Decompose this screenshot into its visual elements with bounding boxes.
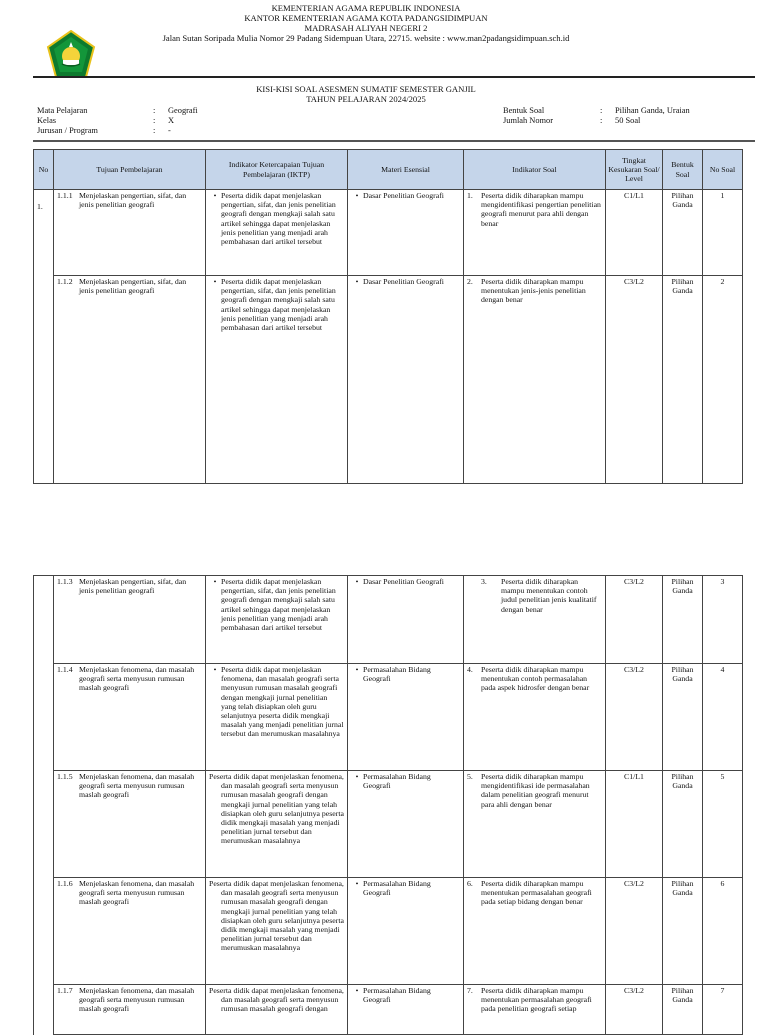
header-materi: Materi Esensial xyxy=(348,150,464,190)
indikator-number: 1. xyxy=(467,191,473,200)
table-row xyxy=(34,985,743,1035)
indikator-text: Peserta didik diharapkan mampu menentukan contoh judul penelitian jenis kualitatif dengan benar xyxy=(501,577,597,614)
title-line-1: KISI-KISI SOAL ASESMEN SUMATIF SEMESTER GANJIL xyxy=(256,84,476,94)
tp-number: 1.1.2 xyxy=(57,277,73,286)
nosoal-cell: 7 xyxy=(703,985,743,1035)
kisi-kisi-table-page-2 xyxy=(33,575,743,1035)
table-row xyxy=(34,190,743,276)
iktp-cell xyxy=(206,771,348,878)
indikator-text: Peserta didik diharapkan mampu mengidentifikasi ide permasalahan dalam penelitian geografi menurut para ahli dengan benar xyxy=(481,772,590,809)
indikator-text: Peserta didik diharapkan mampu menentukan permasalahan geografi pada setiap bidang dengan benar xyxy=(481,879,592,907)
level-cell: C3/L2 xyxy=(606,664,663,771)
tujuan-cell xyxy=(54,276,206,484)
kisi-kisi-table-page-1 xyxy=(33,149,743,484)
tp-number: 1.1.7 xyxy=(57,986,73,995)
indikator-text: Peserta didik diharapkan mampu mengidentifikasi pengertian penelitian geografi menurut para ahli dengan benar xyxy=(481,191,601,228)
meta-key: Jumlah Nomor xyxy=(503,116,554,125)
bullet: • xyxy=(355,277,359,286)
level-cell: C1/L1 xyxy=(606,771,663,878)
indikator-text: Peserta didik diharapkan mampu menentukan contoh permasalahan pada aspek hidrosfer dengan benar xyxy=(481,665,590,693)
iktp-text: Peserta didik dapat menjelaskan fenomena, dan masalah geografi serta menyusun rumusan masalah geografi dengan mengkaji jurnal penelitian yang telah disiapkan oleh guru selanjutnya peserta didik mengkaji masalah yang menjadi penelitian jurnal tersebut dan merumuskan masalahnya xyxy=(221,665,344,739)
materi-cell xyxy=(348,576,464,664)
meta-colon: : xyxy=(153,126,156,135)
table-row xyxy=(34,878,743,985)
letterhead-line: KANTOR KEMENTERIAN AGAMA KOTA PADANGSIDIMPUAN xyxy=(244,13,488,23)
indikator-number: 6. xyxy=(467,879,473,888)
letterhead-rule xyxy=(33,76,755,78)
header-tujuan: Tujuan Pembelajaran xyxy=(54,150,206,190)
header-iktp: Indikator Ketercapaian Tujuan Pembelajaran (IKTP) xyxy=(206,150,348,190)
tujuan-cell xyxy=(54,190,206,276)
bullet: • xyxy=(213,277,217,286)
tujuan-cell xyxy=(54,878,206,985)
bentuk-cell: Pilihan Ganda xyxy=(663,664,703,771)
section-no: 1. xyxy=(34,190,54,484)
materi-cell xyxy=(348,771,464,878)
bullet: • xyxy=(355,191,359,200)
iktp-cell xyxy=(206,276,348,484)
header-no: No xyxy=(34,150,54,190)
materi-cell xyxy=(348,985,464,1035)
bentuk-cell: Pilihan Ganda xyxy=(663,878,703,985)
meta-right xyxy=(503,106,690,126)
bullet: • xyxy=(355,577,359,586)
header-level: Tingkat Kesukaran Soal/ Level xyxy=(606,150,663,190)
tujuan-cell xyxy=(54,771,206,878)
level-cell: C1/L1 xyxy=(606,190,663,276)
bullet: • xyxy=(213,191,217,200)
tp-text: Menjelaskan fenomena, dan masalah geografi serta menyusun rumusan maslah geografi xyxy=(79,879,195,907)
indikator-number: 5. xyxy=(467,772,473,781)
level-cell: C3/L2 xyxy=(606,276,663,484)
bullet: • xyxy=(355,665,359,674)
materi-text: Dasar Penelitian Geografi xyxy=(363,577,444,586)
nosoal-cell: 1 xyxy=(703,190,743,276)
nosoal-cell: 4 xyxy=(703,664,743,771)
indikator-number: 4. xyxy=(467,665,473,674)
tp-number: 1.1.3 xyxy=(57,577,73,586)
indikator-cell xyxy=(464,276,606,484)
meta-colon: : xyxy=(153,116,156,125)
bentuk-cell: Pilihan Ganda xyxy=(663,576,703,664)
level-cell: C3/L2 xyxy=(606,576,663,664)
bullet: • xyxy=(213,665,217,674)
letterhead-text xyxy=(150,3,582,43)
table-header-row xyxy=(34,150,743,190)
meta-value: 50 Soal xyxy=(615,116,641,125)
meta-key: Kelas xyxy=(37,116,57,125)
meta-row xyxy=(37,116,198,126)
indikator-cell xyxy=(464,190,606,276)
materi-text: Permasalahan Bidang Geografi xyxy=(363,772,431,791)
meta-value: X xyxy=(168,116,175,125)
iktp-cell xyxy=(206,576,348,664)
indikator-cell xyxy=(464,771,606,878)
meta-value: - xyxy=(168,126,171,135)
iktp-text: Peserta didik dapat menjelaskan fenomena, dan masalah geografi serta menyusun rumusan masalah geografi dengan mengkaji jurnal penelitian yang telah disiapkan oleh guru selanjutnya peserta didik mengkaji masalah yang menjadi penelitian jurnal tersebut dan merumuskan masalahnya xyxy=(209,772,344,846)
letterhead-address: Jalan Sutan Soripada Mulia Nomor 29 Padang Sidempuan Utara, 22715. website : www.man2padangsidimpuan.sch.id xyxy=(162,33,570,43)
header-bentuk: Bentuk Soal xyxy=(663,150,703,190)
materi-cell xyxy=(348,878,464,985)
table-row xyxy=(34,771,743,878)
iktp-cell xyxy=(206,985,348,1035)
materi-text: Permasalahan Bidang Geografi xyxy=(363,986,431,1005)
meta-value: Geografi xyxy=(168,106,198,115)
iktp-text: Peserta didik dapat menjelaskan fenomena, dan masalah geografi serta menyusun rumusan masalah geografi dengan mengkaji jurnal penelitian yang telah disiapkan oleh guru selanjutnya peserta didik mengkaji masalah yang menjadi penelitian jurnal tersebut dan merumuskan masalahnya xyxy=(209,879,344,953)
nosoal-cell: 2 xyxy=(703,276,743,484)
tp-text: Menjelaskan fenomena, dan masalah geografi serta menyusun rumusan maslah geografi xyxy=(79,772,195,800)
nosoal-cell: 5 xyxy=(703,771,743,878)
tp-text: Menjelaskan fenomena, dan masalah geografi serta menyusun rumusan maslah geografi xyxy=(79,665,195,693)
meta-colon: : xyxy=(600,106,603,115)
iktp-text: Peserta didik dapat menjelaskan pengertian, sifat, dan jenis penelitian geografi dengan mengkaji salah satu artikel sehingga dapat menjelaskan jenis penelitian yang menjadi arah pembahasan dari artikel tersebut xyxy=(221,277,336,333)
materi-cell xyxy=(348,276,464,484)
materi-text: Dasar Penelitian Geografi xyxy=(363,191,444,200)
indikator-text: Peserta didik diharapkan mampu menentukan jenis-jenis penelitian dengan benar xyxy=(481,277,586,305)
meta-key: Jurusan / Program xyxy=(37,126,98,135)
bullet: • xyxy=(355,879,359,888)
table-row xyxy=(34,576,743,664)
bullet: • xyxy=(355,986,359,995)
indikator-number: 2. xyxy=(467,277,473,286)
tujuan-cell xyxy=(54,985,206,1035)
level-cell: C3/L2 xyxy=(606,878,663,985)
materi-cell xyxy=(348,190,464,276)
tp-number: 1.1.1 xyxy=(57,191,73,200)
tp-text: Menjelaskan fenomena, dan masalah geografi serta menyusun rumusan maslah geografi xyxy=(79,986,195,1014)
header-nosoal: No Soal xyxy=(703,150,743,190)
table-row xyxy=(34,276,743,484)
meta-colon: : xyxy=(153,106,156,115)
kemenag-logo-icon xyxy=(45,30,97,82)
meta-colon: : xyxy=(600,116,603,125)
bentuk-cell: Pilihan Ganda xyxy=(663,190,703,276)
indikator-cell xyxy=(464,664,606,771)
level-cell: C3/L2 xyxy=(606,985,663,1035)
letterhead-line: MADRASAH ALIYAH NEGERI 2 xyxy=(304,23,428,33)
bullet: • xyxy=(355,772,359,781)
tp-text: Menjelaskan pengertian, sifat, dan jenis penelitian geografi xyxy=(79,577,187,596)
indikator-cell xyxy=(464,985,606,1035)
meta-row xyxy=(37,106,198,116)
bentuk-cell: Pilihan Ganda xyxy=(663,985,703,1035)
meta-row xyxy=(503,106,690,116)
meta-rule xyxy=(33,140,755,142)
tujuan-cell xyxy=(54,576,206,664)
meta-key: Bentuk Soal xyxy=(503,106,545,115)
indikator-text: Peserta didik diharapkan mampu menentukan permasalahan geografi pada penelitian geografi setiap xyxy=(481,986,592,1014)
title-line-2: TAHUN PELAJARAN 2024/2025 xyxy=(306,94,426,104)
indikator-number: 7. xyxy=(467,986,473,995)
meta-row xyxy=(503,116,690,126)
tp-number: 1.1.5 xyxy=(57,772,73,781)
tp-number: 1.1.4 xyxy=(57,665,73,674)
header-indikator: Indikator Soal xyxy=(464,150,606,190)
iktp-text: Peserta didik dapat menjelaskan pengertian, sifat, dan jenis penelitian geografi dengan mengkaji salah satu artikel sehingga dapat menjelaskan jenis penelitian yang menjadi arah pembahasan dari artikel tersebut xyxy=(221,577,336,633)
indikator-number: 3. xyxy=(481,577,487,586)
tujuan-cell xyxy=(54,664,206,771)
iktp-text: Peserta didik dapat menjelaskan fenomena, dan masalah geografi serta menyusun rumusan masalah geografi dengan xyxy=(209,986,344,1014)
iktp-cell xyxy=(206,664,348,771)
indikator-cell xyxy=(464,576,606,664)
meta-row xyxy=(37,126,198,136)
indikator-cell xyxy=(464,878,606,985)
nosoal-cell: 3 xyxy=(703,576,743,664)
table-row xyxy=(34,664,743,771)
tp-text: Menjelaskan pengertian, sifat, dan jenis penelitian geografi xyxy=(79,277,187,296)
meta-left xyxy=(37,106,198,136)
meta-value: Pilihan Ganda, Uraian xyxy=(615,106,690,115)
meta-key: Mata Pelajaran xyxy=(37,106,88,115)
iktp-cell xyxy=(206,190,348,276)
materi-text: Permasalahan Bidang Geografi xyxy=(363,879,431,898)
iktp-cell xyxy=(206,878,348,985)
nosoal-cell: 6 xyxy=(703,878,743,985)
tp-text: Menjelaskan pengertian, sifat, dan jenis penelitian geografi xyxy=(79,191,187,210)
materi-text: Permasalahan Bidang Geografi xyxy=(363,665,431,684)
document-title xyxy=(150,84,582,104)
letterhead-line: KEMENTERIAN AGAMA REPUBLIK INDONESIA xyxy=(271,3,461,13)
bentuk-cell: Pilihan Ganda xyxy=(663,276,703,484)
bullet: • xyxy=(213,577,217,586)
bentuk-cell: Pilihan Ganda xyxy=(663,771,703,878)
section-no-continued xyxy=(34,576,54,1035)
tp-number: 1.1.6 xyxy=(57,879,73,888)
materi-text: Dasar Penelitian Geografi xyxy=(363,277,444,286)
iktp-text: Peserta didik dapat menjelaskan pengertian, sifat, dan jenis penelitian geografi dengan mengkaji salah satu artikel sehingga dapat menjelaskan jenis penelitian yang menjadi arah pembahasan dari artikel tersebut xyxy=(221,191,336,247)
materi-cell xyxy=(348,664,464,771)
